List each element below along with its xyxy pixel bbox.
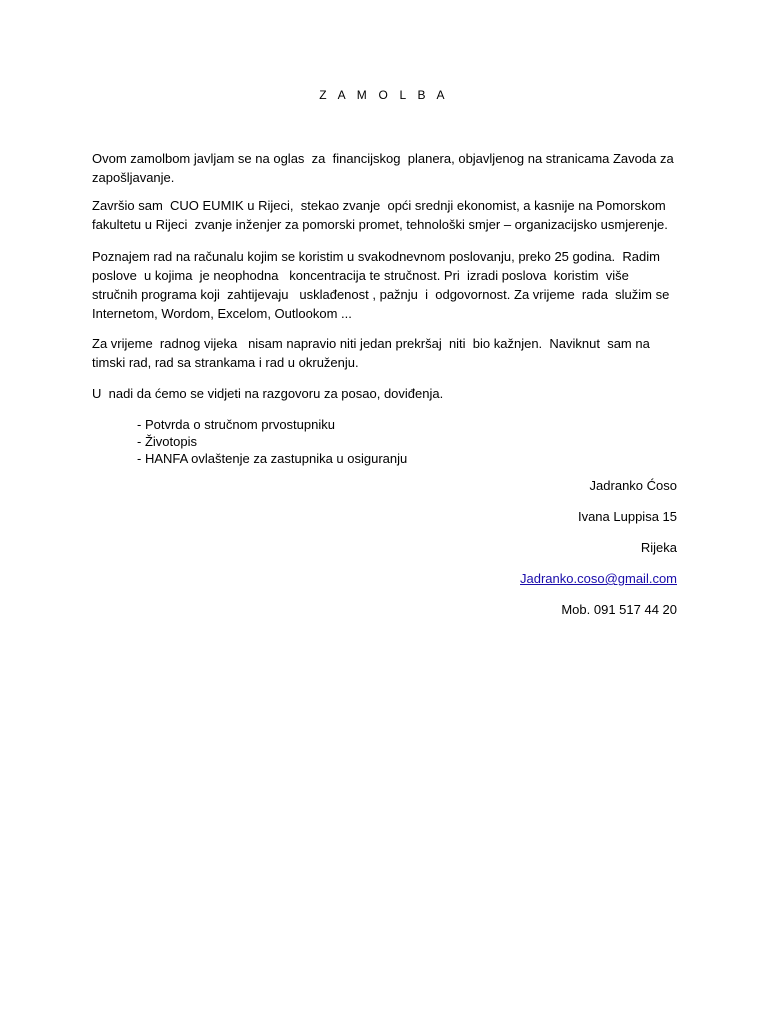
- paragraph-education: [92, 196, 677, 234]
- document-title: Z A M O L B A: [319, 88, 449, 102]
- signature-street: Ivana Luppisa 15: [577, 509, 677, 524]
- attachment-item: - Potvrda o stručnom prvostupniku: [137, 417, 335, 432]
- signature-email-link[interactable]: Jadranko.coso@gmail.com: [520, 571, 677, 586]
- paragraph-text: Završio sam CUO EUMIK u Rijeci, stekao zvanje opći srednji ekonomist, a kasnije na Pomorskom fakultetu u Rijeci zvanje inženjer za pomorski promet, tehnološki smjer – organizacijsko usmjerenje.: [92, 198, 670, 232]
- attachments-list: [137, 416, 407, 467]
- signature-block: [520, 478, 677, 633]
- paragraph-text: Za vrijeme radnog vijeka nisam napravio niti jedan prekršaj niti bio kažnjen. Naviknut sam na timski rad, rad sa strankama i rad u okruženju.: [92, 336, 654, 370]
- signature-phone: Mob. 091 517 44 20: [561, 602, 677, 617]
- paragraph-record: [92, 334, 677, 372]
- attachment-item: - Životopis: [137, 434, 197, 449]
- signature-city: Rijeka: [640, 540, 677, 555]
- paragraph-closing: [92, 384, 677, 403]
- paragraph-intro: [92, 149, 677, 187]
- paragraph-text: Ovom zamolbom javljam se na oglas za financijskog planera, objavljenog na stranicama Zavoda za zapošljavanje.: [92, 151, 678, 185]
- signature-name: Jadranko Ćoso: [589, 478, 677, 493]
- paragraph-text: U nadi da ćemo se vidjeti na razgovoru za posao, doviđenja.: [92, 386, 444, 401]
- attachment-item: - HANFA ovlaštenje za zastupnika u osiguranju: [137, 451, 408, 466]
- paragraph-skills: [92, 247, 677, 323]
- paragraph-text: Poznajem rad na računalu kojim se koristim u svakodnevnom poslovanju, preko 25 godina. Radim poslove u kojima je neophodna koncentracija te stručnost. Pri izradi poslova koristim više stručnih programa koji zahtijevaju usklađenost , pažnju i odgovornost. Za vrijeme rada služim se Internetom, Wordom, Excelom, Outlookom ...: [92, 249, 673, 321]
